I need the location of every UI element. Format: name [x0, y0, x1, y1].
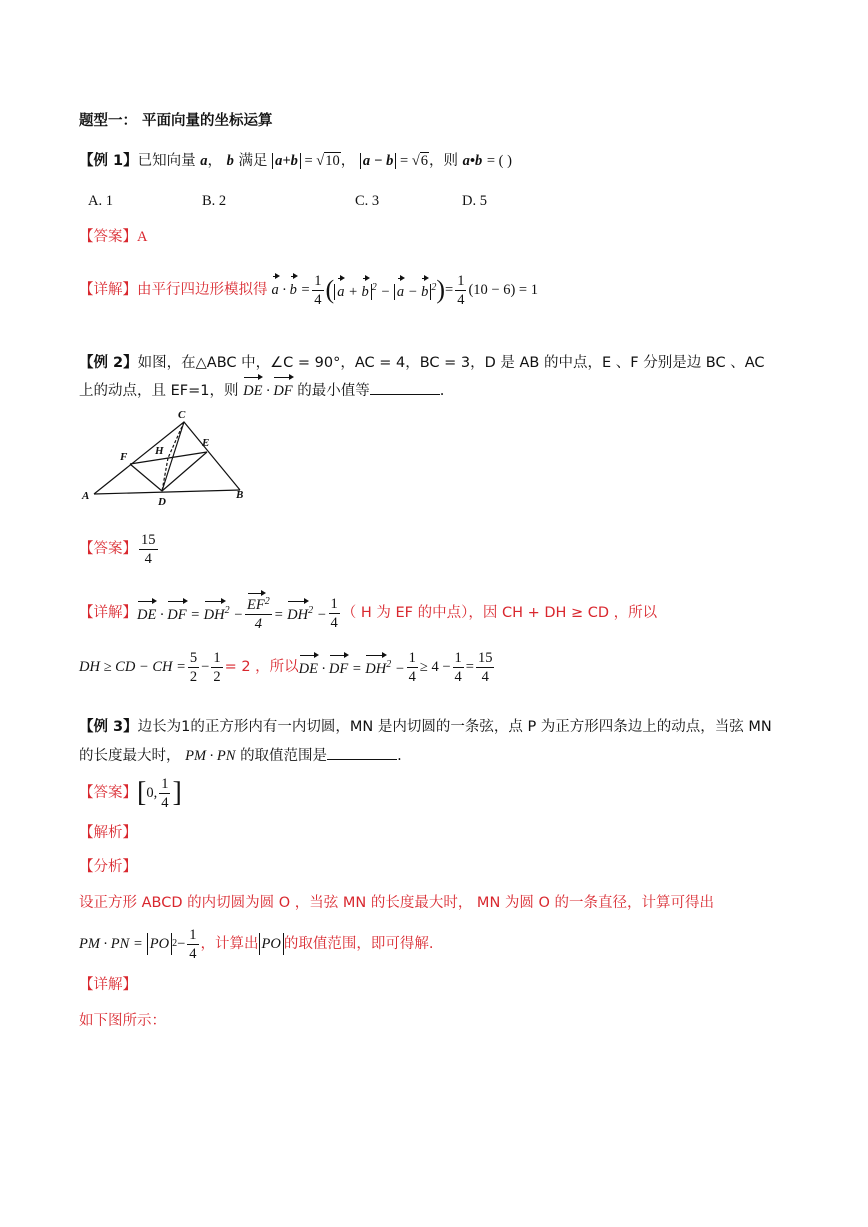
label-d: D [158, 496, 166, 508]
ex1-detail: 【详解】 由平行四边形模拟得 a · b = $\frac{1}{4}$ ( a + b $^2$ − a − b $^2$ ) = $\frac{1}{4}$ (10 − 6) = 1 [79, 272, 538, 308]
ex2-answer: 【答案】 $\frac{15}{4}$ [79, 531, 156, 567]
ex1-label: 【例 1】 [79, 153, 138, 169]
ex3-fenxi-line1: 设正方形 ABCD 的内切圆为圆 O ，当弦 MN 的长度最大时， MN 为圆 O 的一条直径，计算可得出 [79, 895, 715, 911]
ex2-stem-line1: 【例 2】如图，在△ABC 中，∠C = 90°，AC = 4，BC = 3，D 是 AB 的中点，E 、F 分别是边 BC 、AC [79, 355, 765, 371]
ex3-fenxi-label: 【分析】 [79, 859, 137, 875]
ex3-answer: 【答案】 [ 0, $\frac{1}{4}$ ] [79, 775, 182, 811]
ex1-option-d[interactable]: D. 5 [462, 193, 487, 209]
ex1-option-a[interactable]: A. 1 [88, 193, 113, 209]
ex3-answer-blank[interactable] [327, 745, 397, 760]
ex3-detail-label: 【详解】 [79, 977, 137, 993]
ex2-detail-line1: 【详解】 DE · DF = $DH^2$ − $\frac{EF^2}{4}$ = $DH^2$ − $\frac{1}{4}$ （ H 为 EF 的中点），因 CH + DH ≥ CD ，所以 [79, 590, 657, 636]
label-e: E [202, 437, 210, 449]
ex2-stem-line2: 上的动点，且 EF=1，则 DE · DF 的最小值等 . [79, 380, 444, 402]
ex2-triangle-figure [80, 406, 250, 510]
ex2-detail-line2: DH ≥ CD − CH = $\frac{5}{2}$ − $\frac{1}{2}$ = 2 ，所以 DE · DF = $DH^2$ − $\frac{1}{4}$ ≥ 4 − $\frac{1}{4}$ = $\frac{15}{4}$ [79, 649, 493, 685]
ex3-stem-line2: 的长度最大时， PM · PN 的取值范围是 . [79, 745, 402, 767]
label-b: B [236, 489, 244, 501]
ex1-stem: 【例 1】已知向量 a， b 满足 a+b = √10， a − b = √6，则 a•b = ( ) [79, 153, 512, 169]
label-f: F [120, 451, 128, 463]
ex3-fenxi-line2: PM · PN = PO 2 − $\frac{1}{4}$ ，计算出 PO 的取值范围，即可得解. [79, 926, 434, 962]
ex3-detail-text: 如下图所示： [79, 1013, 166, 1029]
label-h: H [155, 445, 164, 457]
ex3-analysis-label: 【解析】 [79, 825, 137, 841]
ex3-stem-line1: 【例 3】边长为1的正方形内有一内切圆，MN 是内切圆的一条弦，点 P 为正方形四条边上的动点，当弦 MN [79, 719, 772, 735]
label-c: C [178, 409, 186, 421]
ex1-option-b[interactable]: B. 2 [202, 193, 227, 209]
section-title: 题型一： 平面向量的坐标运算 [79, 113, 273, 129]
label-a: A [82, 490, 90, 502]
ex1-option-c[interactable]: C. 3 [355, 193, 380, 209]
ex2-answer-blank[interactable] [370, 380, 440, 395]
ex1-answer: 【答案】A [79, 229, 148, 245]
